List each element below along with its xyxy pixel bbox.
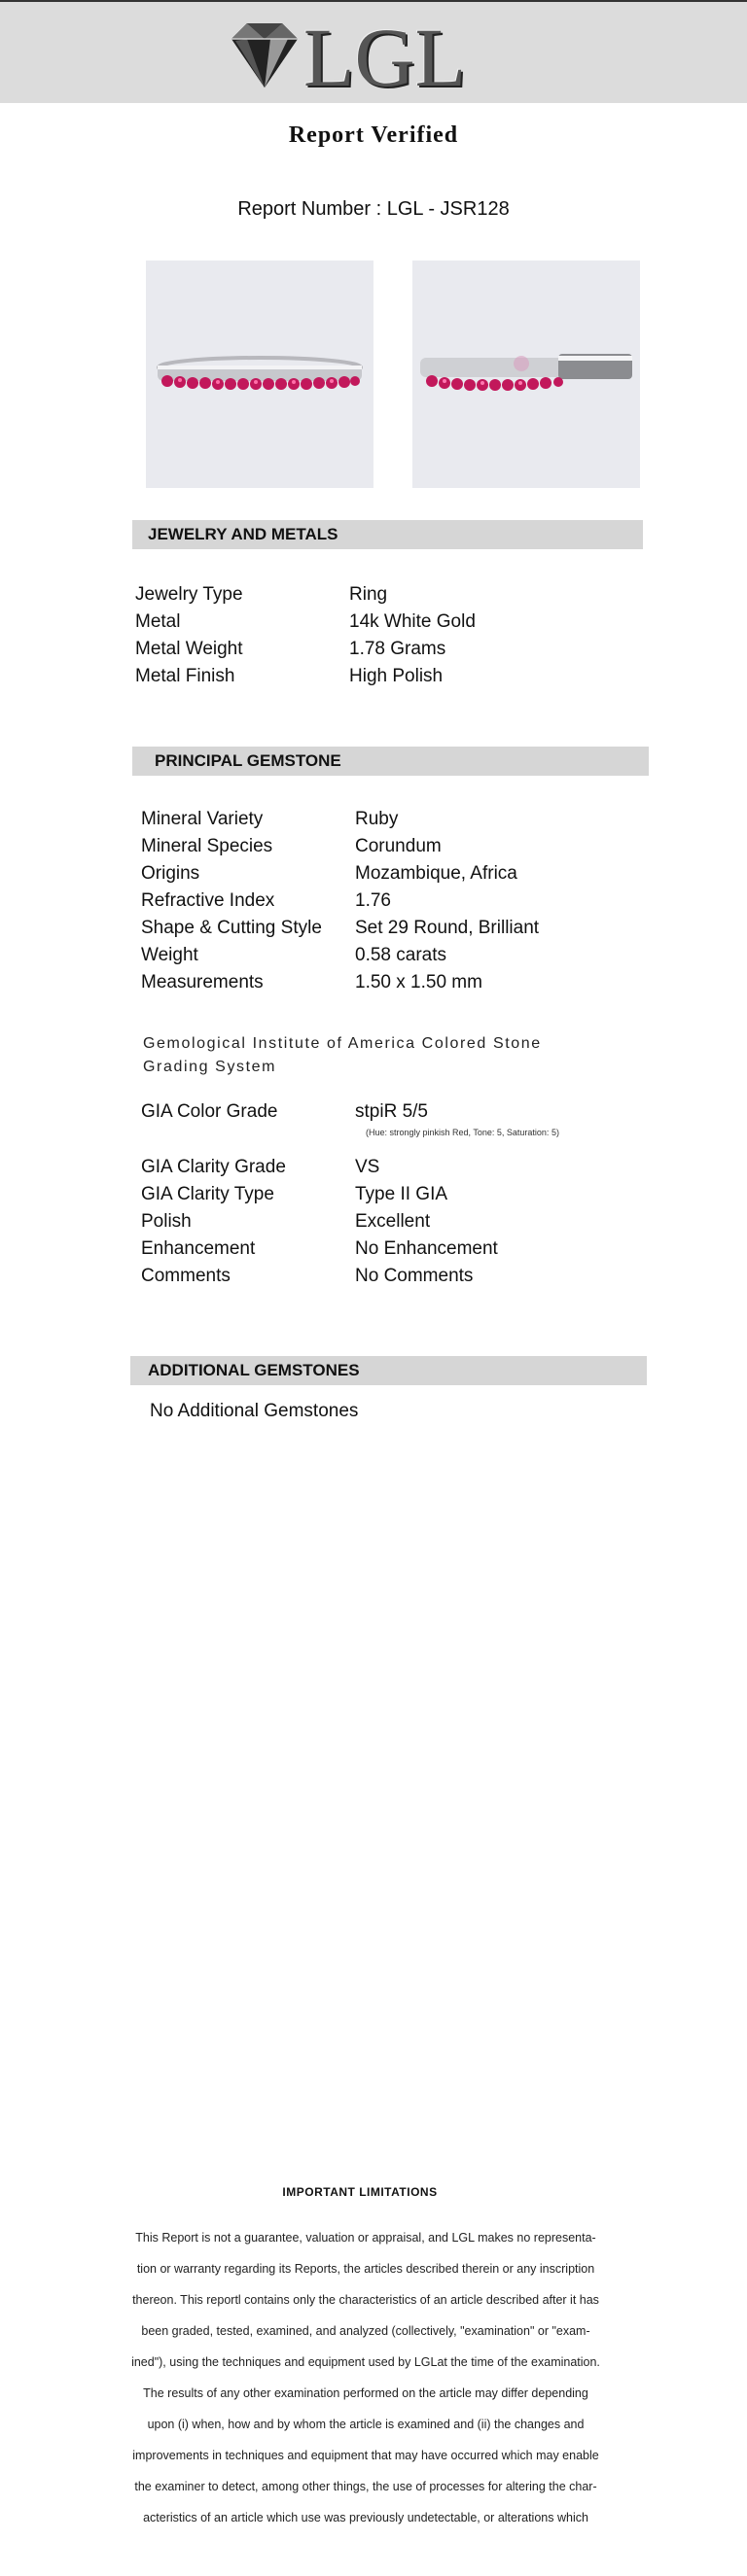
page-title: Report Verified: [288, 122, 459, 148]
header-banner: [0, 2, 747, 103]
origins-value: Mozambique, Africa: [355, 863, 517, 884]
refractive-index-label: Refractive Index: [141, 890, 275, 911]
comments-value: No Comments: [355, 1266, 474, 1286]
grading-system-text: Gemological Institute of America Colored Stone Grading System: [143, 1035, 542, 1075]
shape-cutting-value: Set 29 Round, Brilliant: [355, 918, 540, 938]
shape-cutting-label: Shape & Cutting Style: [141, 918, 322, 938]
measurements-value: 1.50 x 1.50 mm: [355, 972, 482, 992]
limitations-line: been graded, tested, examined, and analyzed (collectively, "examination" or "exam-: [141, 2324, 590, 2338]
gia-clarity-type-value: Type II GIA: [355, 1184, 448, 1204]
mineral-species-label: Mineral Species: [141, 836, 273, 856]
gia-color-grade-label: GIA Color Grade: [141, 1101, 278, 1122]
report-number: Report Number : LGL - JSR128: [237, 198, 510, 220]
mineral-variety-value: Ruby: [355, 809, 399, 829]
polish-label: Polish: [141, 1211, 192, 1232]
enhancement-value: No Enhancement: [355, 1238, 498, 1259]
limitations-line: upon (i) when, how and by whom the article is examined and (ii) the changes and: [147, 2418, 585, 2431]
limitations-heading: IMPORTANT LIMITATIONS: [282, 2185, 438, 2199]
weight-value: 0.58 carats: [355, 945, 446, 965]
comments-label: Comments: [141, 1266, 231, 1286]
section-header-principal: PRINCIPAL GEMSTONE: [132, 747, 649, 776]
gia-clarity-grade-value: VS: [355, 1157, 380, 1177]
product-photo-front: [146, 261, 374, 488]
gia-color-grade-value: stpiR 5/5: [355, 1101, 428, 1122]
polish-value: Excellent: [355, 1211, 431, 1232]
limitations-line: thereon. This reportl contains only the characteristics of an article described after it has: [132, 2293, 599, 2307]
metal-finish-label: Metal Finish: [135, 666, 235, 686]
logo[interactable]: [226, 11, 479, 104]
measurements-label: Measurements: [141, 972, 264, 992]
limitations-line: acteristics of an article which use was previously undetectable, or alterations which: [143, 2511, 588, 2524]
limitations-body: [93, 2222, 638, 2533]
origins-label: Origins: [141, 863, 200, 884]
limitations-line: improvements in techniques and equipment that may have occurred which may enable: [132, 2449, 599, 2462]
mineral-variety-label: Mineral Variety: [141, 809, 264, 829]
ring-image-angle: [412, 261, 640, 488]
refractive-index-value: 1.76: [355, 890, 391, 911]
mineral-species-value: Corundum: [355, 836, 442, 856]
limitations-line: ined"), using the techniques and equipment used by LGLat the time of the examination.: [131, 2355, 600, 2369]
weight-label: Weight: [141, 945, 198, 965]
gia-clarity-grade-label: GIA Clarity Grade: [141, 1157, 286, 1177]
product-photo-angle: [412, 261, 640, 488]
no-additional-gemstones: No Additional Gemstones: [150, 1401, 359, 1421]
limitations-line: the examiner to detect, among other things, the use of processes for altering the char-: [134, 2480, 597, 2493]
metal-finish-value: High Polish: [349, 666, 444, 686]
jewelry-type-value: Ring: [349, 584, 388, 605]
metal-label: Metal: [135, 611, 181, 632]
section-header-jewelry: JEWELRY AND METALS: [132, 520, 643, 549]
metal-weight-label: Metal Weight: [135, 639, 243, 659]
color-grade-note: (Hue: strongly pinkish Red, Tone: 5, Saturation: 5): [366, 1128, 559, 1137]
diamond-icon: [226, 16, 303, 93]
gia-clarity-type-label: GIA Clarity Type: [141, 1184, 274, 1204]
limitations-line: The results of any other examination performed on the article may differ depending: [143, 2386, 588, 2400]
limitations-line: tion or warranty regarding its Reports, the articles described therein or any inscription: [136, 2262, 595, 2276]
limitations-line: This Report is not a guarantee, valuation or appraisal, and LGL makes no representa-: [135, 2231, 596, 2245]
section-header-additional: ADDITIONAL GEMSTONES: [130, 1356, 647, 1385]
jewelry-type-label: Jewelry Type: [135, 584, 243, 605]
ring-image: [146, 261, 374, 488]
logo-text: LGL: [303, 11, 467, 104]
metal-weight-value: 1.78 Grams: [349, 639, 446, 659]
enhancement-label: Enhancement: [141, 1238, 256, 1259]
metal-value: 14k White Gold: [349, 611, 476, 632]
